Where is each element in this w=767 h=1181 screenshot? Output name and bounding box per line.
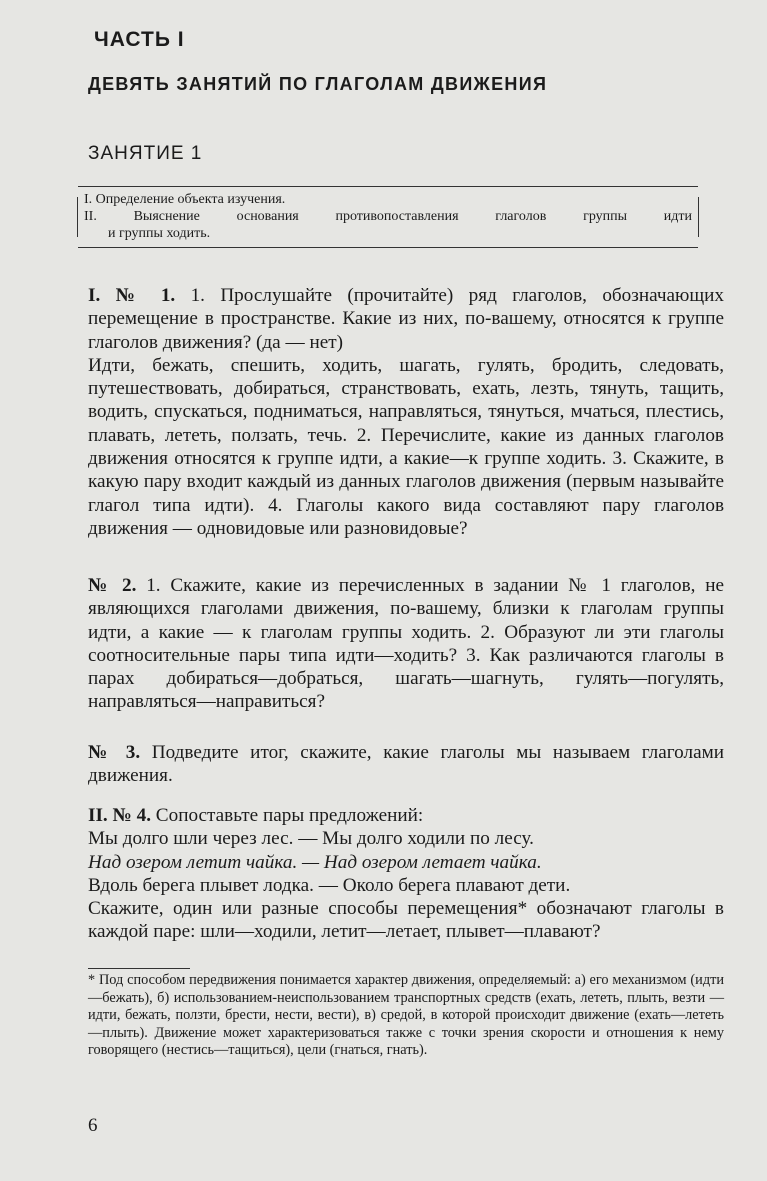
- exercise-2-text: 1. Скажите, какие из перечисленных в задании № 1 глаголов, не являющихся глаголами движения, по-вашему, близки к глаголам группы идти, а какие — к глаголам группы ходить. 2. Образуют ли эти глаголы соотносительные пары типа идти—ходить? 3. Как различаются глаголы в парах добираться—добраться, шагать—шагнуть, гулять—погулять, направляться—направиться?: [88, 575, 724, 713]
- outline-item-2: II. Выяснение основания противопоставления глаголов группы идти: [84, 209, 692, 224]
- exercise-1-label: I. № 1.: [88, 285, 176, 306]
- outline-right-bracket: [698, 197, 699, 237]
- exercise-4-intro: [88, 804, 724, 827]
- sentence-pair-3: Вдоль берега плывет лодка. — Около берега плавают дети.: [88, 874, 571, 896]
- exercise-2: [88, 574, 724, 714]
- outline-item-1: I. Определение объекта изучения.: [84, 192, 286, 207]
- exercise-4-intro-text: Сопоставьте пары предложений:: [155, 805, 424, 826]
- exercise-3-text: Подведите итог, скажите, какие глаголы мы называем глаголами движения.: [88, 742, 725, 787]
- exercise-1-task-1: 1. Прослушайте (прочитайте) ряд глаголов, обозначающих перемещение в пространстве. Какие из них, по-вашему, относятся к группе глаголов движения? (да — нет): [88, 285, 724, 353]
- section-title: ДЕВЯТЬ ЗАНЯТИЙ ПО ГЛАГОЛАМ ДВИЖЕНИЯ: [88, 74, 548, 94]
- exercise-3-label: № 3.: [88, 742, 141, 763]
- sentence-pair-2: Над озером летит чайка. — Над озером летает чайка.: [88, 851, 542, 873]
- exercise-4: [88, 804, 724, 944]
- sentence-pair-1: Мы долго шли через лес. — Мы долго ходили по лесу.: [88, 828, 534, 850]
- lesson-heading: ЗАНЯТИЕ 1: [88, 143, 203, 164]
- page-number: 6: [88, 1115, 98, 1136]
- exercise-1-tasks-2-4: 2. Перечислите, какие из данных глаголов движения относятся к группе идти, а какие—к группе ходить. 3. Скажите, в какую пару входит каждый из данных глаголов движения (первым называйте глагол типа идти). 4. Глаголы какого вида составляют пару глаголов движения — одновидовые или разновидовые?: [88, 424, 724, 539]
- exercise-1-intro: [88, 284, 724, 354]
- exercise-2-label: № 2.: [88, 575, 137, 596]
- footnote: * Под способом передвижения понимается характер движения, определяемый: а) его механизмом (идти—бежать), б) использованием-неиспользованием транспортных средств (ехать, лететь, плыть, везти — идти, бежать, ползти, брести, нести, вести), в) средой, в которой происходит движение (ехать—лететь—плыть). Движение может характеризоваться также с точки зрения скорости и отношения к нему говорящего (нестись—тащиться), цели (гнаться, гнать).: [88, 972, 724, 1059]
- exercise-4-label: II. № 4.: [88, 805, 151, 826]
- part-heading: ЧАСТЬ I: [94, 28, 185, 51]
- exercise-1-verb-list: [88, 354, 724, 540]
- lesson-outline-box: [78, 186, 698, 248]
- outline-left-bracket: [77, 197, 78, 237]
- exercise-1: [88, 284, 724, 540]
- exercise-4-question: Скажите, один или разные способы перемещения* обозначают глаголы в каждой паре: шли—ходили, летит—летает, плывет—плавают?: [88, 898, 724, 943]
- verb-list-text: Идти, бежать, спешить, ходить, шагать, гулять, бродить, следовать, путешествовать, добираться, странствовать, ехать, лезть, тянуть, тащить, водить, спускаться, подниматься, направляться, тянуться, мчаться, плестись, плавать, лететь, ползать, течь.: [88, 354, 724, 446]
- exercise-3: [88, 741, 724, 788]
- outline-item-2-continuation: и группы ходить.: [108, 226, 211, 241]
- footnote-rule: [88, 968, 190, 969]
